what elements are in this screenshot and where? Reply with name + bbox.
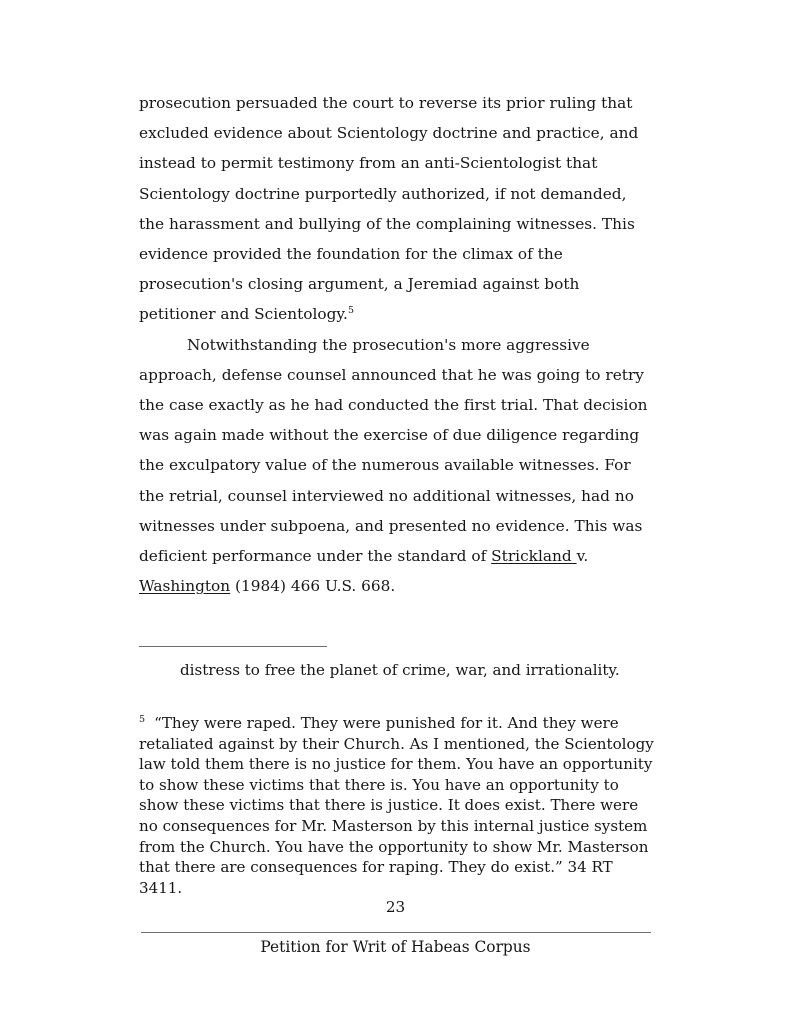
paragraph-1-text: prosecution persuaded the court to reverse its prior ruling that excluded evidence about Scientology doctrine and practice, and instead to permit testimony from an anti-Scientologist that Scientology doctrine purportedly authorized, if not demanded, the harassment and bullying of the complaining witnesses. This evidence provided the foundation for the climax of the prosecution's closing argument, a Jeremiad against both petitioner and Scientology. [139,94,639,324]
case-citation-washington: Washington [139,577,231,596]
body-paragraph-2 [139,330,655,602]
footnote-5 [139,713,655,898]
page-number: 23 [385,898,406,916]
footer-separator-rule [141,932,651,933]
footnote-5-text: “They were raped. They were punished for it. And they were retaliated against by their Church. As I mentioned, the Scientology law told them there is no justice for them. You have an opportunity to show these victims that there is. You have an opportunity to show these victims that there is justice. It does exist. There were no consequences for Mr. Masterson by this internal justice system from the Church. You have the opportunity to show Mr. Masterson that there are consequences for raping. They do exist.” 34 RT 3411. [139,714,654,897]
body-text-block [139,88,655,601]
footnote-separator-rule [139,646,327,647]
case-citation-strickland: Strickland [491,547,577,566]
paragraph-2-segment-3: (1984) 466 U.S. 668. [230,577,396,596]
paragraph-2-segment-2: v. [576,547,589,566]
body-paragraph-1 [139,88,655,330]
paragraph-2-segment-1: Notwithstanding the prosecution's more aggressive approach, defense counsel announced that he was going to retry the case exactly as he had conducted the first trial. That decision was again made without the exercise of due diligence regarding the exculpatory value of the numerous available witnesses. For the retrial, counsel interviewed no additional witnesses, had no witnesses under subpoena, and presented no evidence. This was deficient performance under the standard of [139,335,648,566]
footnote-reference-5[interactable]: 5 [347,305,354,317]
footnote-5-marker: 5 [139,713,146,725]
footer-title: Petition for Writ of Habeas Corpus [260,938,531,956]
footnote-continuation-text: distress to free the planet of crime, war, and irrationality. [180,661,620,679]
